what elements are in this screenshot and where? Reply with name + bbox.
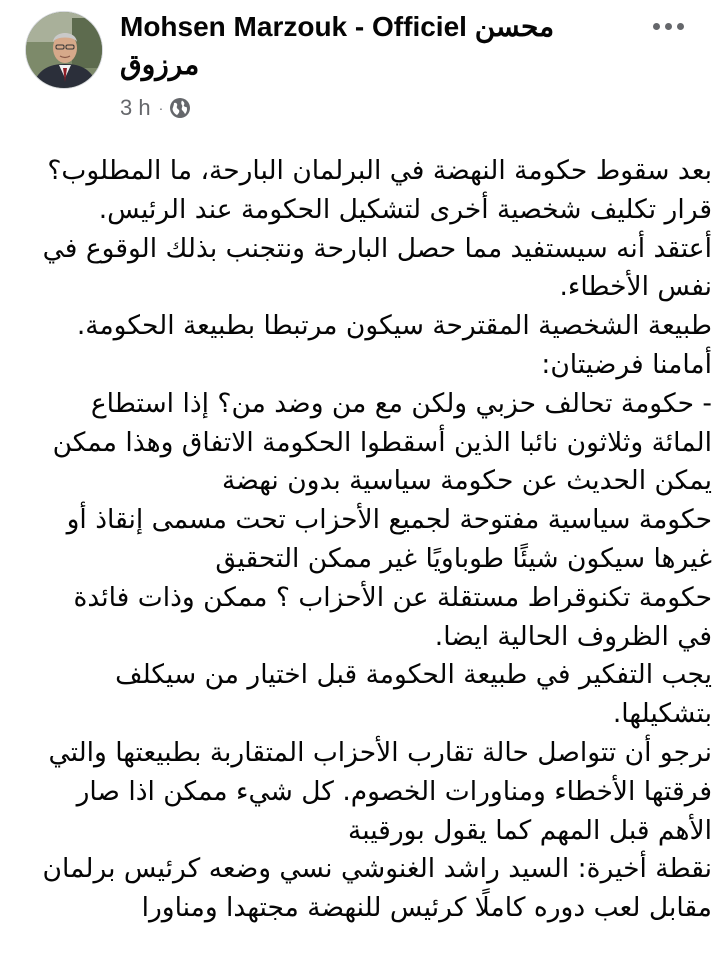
post-text xyxy=(40,152,712,928)
post-paragraph: يجب التفكير في طبيعة الحكومة قبل اختيار من سيكلف بتشكيلها. xyxy=(115,659,712,730)
post-header xyxy=(0,0,720,130)
meta-separator: · xyxy=(158,100,164,116)
post-paragraph: نقطة أخيرة: السيد راشد الغنوشي نسي وضعه كرئيس برلمان مقابل لعب دوره كاملًا كرئيس للنهضة مجتهدا ومناورا xyxy=(42,853,712,924)
author-name[interactable] xyxy=(120,8,600,84)
post-paragraph: بعد سقوط حكومة النهضة في البرلمان البارحة، ما المطلوب؟ xyxy=(47,155,712,186)
post-paragraph: حكومة تكنوقراط مستقلة عن الأحزاب ؟ ممكن وذات فائدة في الظروف الحالية ايضا. xyxy=(73,581,712,652)
globe-icon[interactable] xyxy=(169,97,191,119)
post-paragraph: نرجو أن تتواصل حالة تقارب الأحزاب المتقاربة بطبيعتها والتي فرقتها الأخطاء ومناورات الخصوم. كل شيء ممكن اذا صار الأهم قبل المهم كما يقول بورقيبة xyxy=(48,736,712,846)
author-name-latin[interactable]: Mohsen Marzouk - Officiel xyxy=(120,11,467,42)
avatar-photo xyxy=(26,12,103,89)
author-avatar[interactable] xyxy=(25,11,103,89)
more-horizontal-icon xyxy=(653,23,684,30)
post-paragraph: طبيعة الشخصية المقترحة سيكون مرتبطا بطبيعة الحكومة. xyxy=(76,310,712,342)
post-paragraph: أعتقد أنه سيستفيد مما حصل البارحة ونتجنب بذلك الوقوع في نفس الأخطاء. xyxy=(42,232,712,303)
post-paragraph: قرار تكليف شخصية أخرى لتشكيل الحكومة عند الرئيس. xyxy=(98,193,712,225)
post-paragraph: حكومة سياسية مفتوحة لجميع الأحزاب تحت مسمى إنقاذ أو غيرها سيكون شيئًا طوباويًا غير ممكن التحقيق xyxy=(66,504,712,574)
post-paragraph: أمامنا فرضيتان: xyxy=(541,348,712,380)
post-timestamp[interactable]: 3 h xyxy=(120,95,151,120)
post-paragraph: - حكومة تحالف حزبي ولكن مع من وضد من؟ إذا استطاع المائة وثلاثون نائبا الذين أسقطوا الحكومة الاتفاق وهذا ممكن يمكن الحديث عن حكومة سياسية بدون نهضة xyxy=(52,387,712,497)
post-meta xyxy=(120,94,191,122)
author-name-arabic[interactable]: محسن مرزوق xyxy=(120,11,555,80)
more-options-button[interactable] xyxy=(644,8,692,44)
